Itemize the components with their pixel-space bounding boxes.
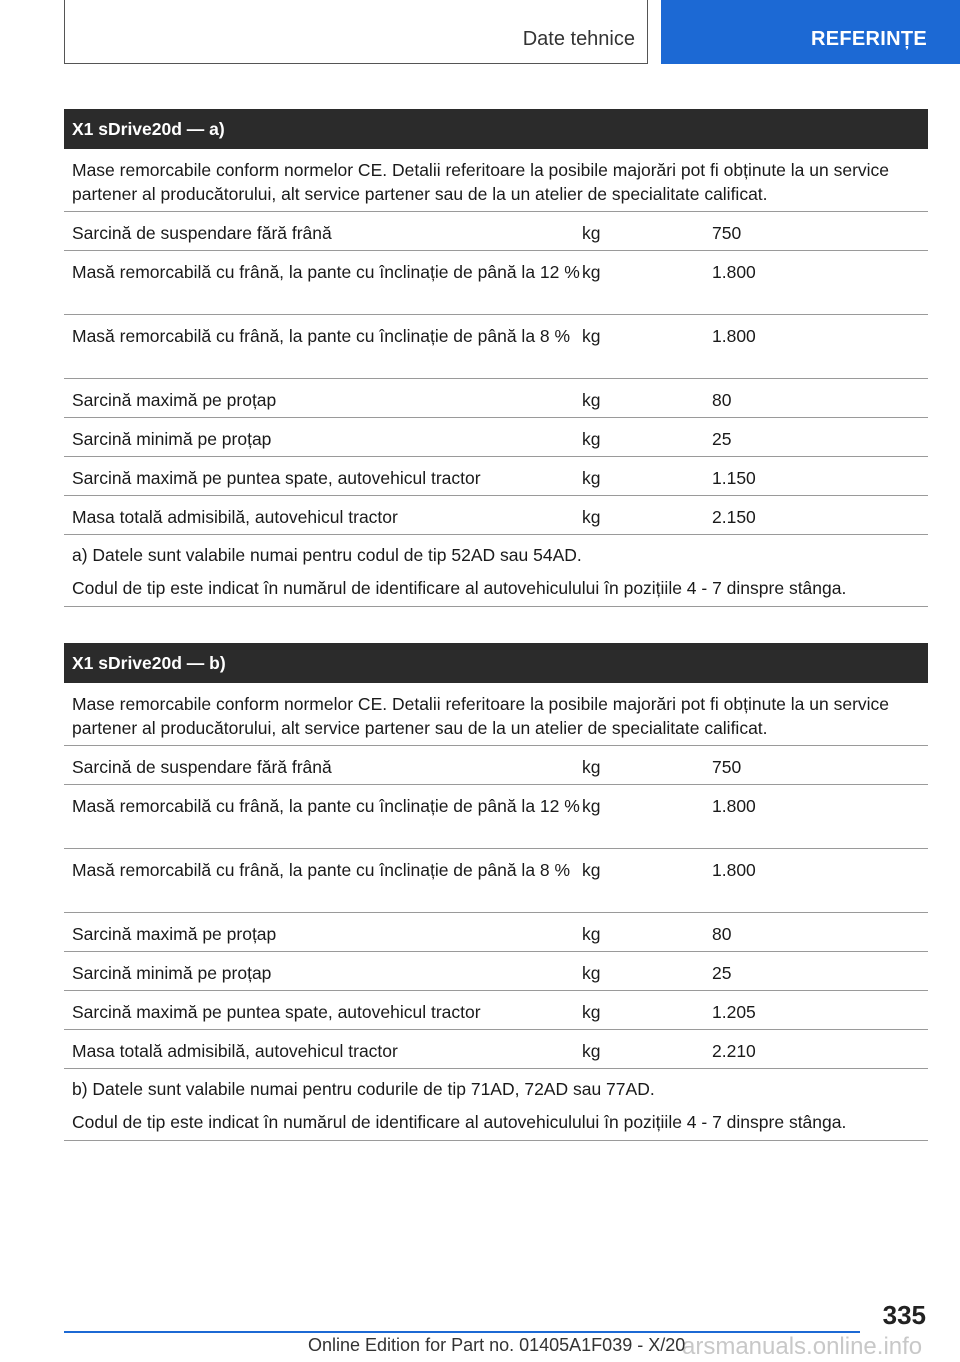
footnote: a) Datele sunt valabile numai pentru codul de tip 52AD sau 54AD. [72, 545, 582, 565]
row-value: 1.800 [712, 796, 756, 816]
table-row [64, 418, 928, 457]
row-unit: kg [582, 223, 601, 243]
page-number: 335 [882, 1300, 926, 1330]
row-label: Masa totală admisibilă, autovehicul tractor [72, 507, 398, 527]
row-value: 750 [712, 757, 742, 777]
footnotes [64, 1069, 928, 1141]
row-unit: kg [582, 390, 601, 410]
table-row [64, 952, 928, 991]
edition-text: Online Edition for Part no. 01405A1F039 - X/20 [308, 1335, 686, 1355]
spec-intro: Mase remorcabile conform normelor CE. Detalii referitoare la posibile majorări pot fi obținute la un service partener al producătorului, alt service partener sau de la un atelier de specialitate calificat. [64, 683, 928, 746]
row-label: Masă remorcabilă cu frână, la pante cu înclinație de până la 12 % [72, 262, 580, 282]
table-row [64, 212, 928, 251]
row-unit: kg [582, 468, 601, 488]
row-value: 1.205 [712, 1002, 756, 1022]
table-row [64, 849, 928, 913]
row-unit: kg [582, 429, 601, 449]
row-value: 2.210 [712, 1041, 756, 1061]
row-unit: kg [582, 326, 601, 346]
row-label: Sarcină maximă pe proțap [72, 924, 277, 944]
table-row [64, 457, 928, 496]
table-row [64, 785, 928, 849]
tab-referinte[interactable] [661, 0, 960, 64]
spec-title: X1 sDrive20d — b) [64, 643, 928, 683]
table-row [64, 496, 928, 535]
row-label: Sarcină de suspendare fără frână [72, 223, 332, 243]
footnotes [64, 535, 928, 607]
row-value: 25 [712, 963, 732, 983]
row-label: Sarcină minimă pe proțap [72, 963, 272, 983]
footnote: b) Datele sunt valabile numai pentru codurile de tip 71AD, 72AD sau 77AD. [72, 1079, 655, 1099]
row-label: Sarcină maximă pe puntea spate, autovehicul tractor [72, 468, 481, 488]
spec-table-b [64, 643, 928, 1141]
row-unit: kg [582, 507, 601, 527]
row-unit: kg [582, 1002, 601, 1022]
row-unit: kg [582, 757, 601, 777]
row-value: 1.800 [712, 262, 756, 282]
row-unit: kg [582, 796, 601, 816]
row-value: 80 [712, 924, 732, 944]
row-unit: kg [582, 1041, 601, 1061]
row-unit: kg [582, 924, 601, 944]
row-label: Sarcină de suspendare fără frână [72, 757, 332, 777]
row-label: Masă remorcabilă cu frână, la pante cu înclinație de până la 8 % [72, 860, 571, 880]
row-label: Masa totală admisibilă, autovehicul tractor [72, 1041, 398, 1061]
row-unit: kg [582, 963, 601, 983]
footnote: Codul de tip este indicat în numărul de identificare al autovehiculului în pozițiile 4 - 7 dinspre stânga. [72, 578, 847, 598]
row-value: 2.150 [712, 507, 756, 527]
row-value: 1.800 [712, 860, 756, 880]
row-unit: kg [582, 262, 601, 282]
row-label: Sarcină maximă pe proțap [72, 390, 277, 410]
row-value: 1.150 [712, 468, 756, 488]
row-label: Sarcină minimă pe proțap [72, 429, 272, 449]
spec-table-a [64, 109, 928, 607]
row-label: Masă remorcabilă cu frână, la pante cu înclinație de până la 8 % [72, 326, 571, 346]
header-frame [64, 0, 648, 64]
table-row [64, 913, 928, 952]
section-title: Date tehnice [522, 28, 635, 50]
table-row [64, 746, 928, 785]
spec-title: X1 sDrive20d — a) [64, 109, 928, 149]
watermark: arsmanuals.online.info [682, 1333, 923, 1360]
tab-label: REFERINȚE [810, 28, 927, 50]
table-row [64, 1030, 928, 1069]
row-unit: kg [582, 860, 601, 880]
row-label: Masă remorcabilă cu frână, la pante cu înclinație de până la 12 % [72, 796, 580, 816]
footnote: Codul de tip este indicat în numărul de identificare al autovehiculului în pozițiile 4 - 7 dinspre stânga. [72, 1112, 847, 1132]
table-row [64, 991, 928, 1030]
table-row [64, 251, 928, 315]
table-row [64, 315, 928, 379]
row-value: 750 [712, 223, 742, 243]
row-value: 80 [712, 390, 732, 410]
row-value: 25 [712, 429, 732, 449]
spec-intro: Mase remorcabile conform normelor CE. Detalii referitoare la posibile majorări pot fi obținute la un service partener al producătorului, alt service partener sau de la un atelier de specialitate calificat. [64, 149, 928, 212]
table-row [64, 379, 928, 418]
row-value: 1.800 [712, 326, 756, 346]
row-label: Sarcină maximă pe puntea spate, autovehicul tractor [72, 1002, 481, 1022]
